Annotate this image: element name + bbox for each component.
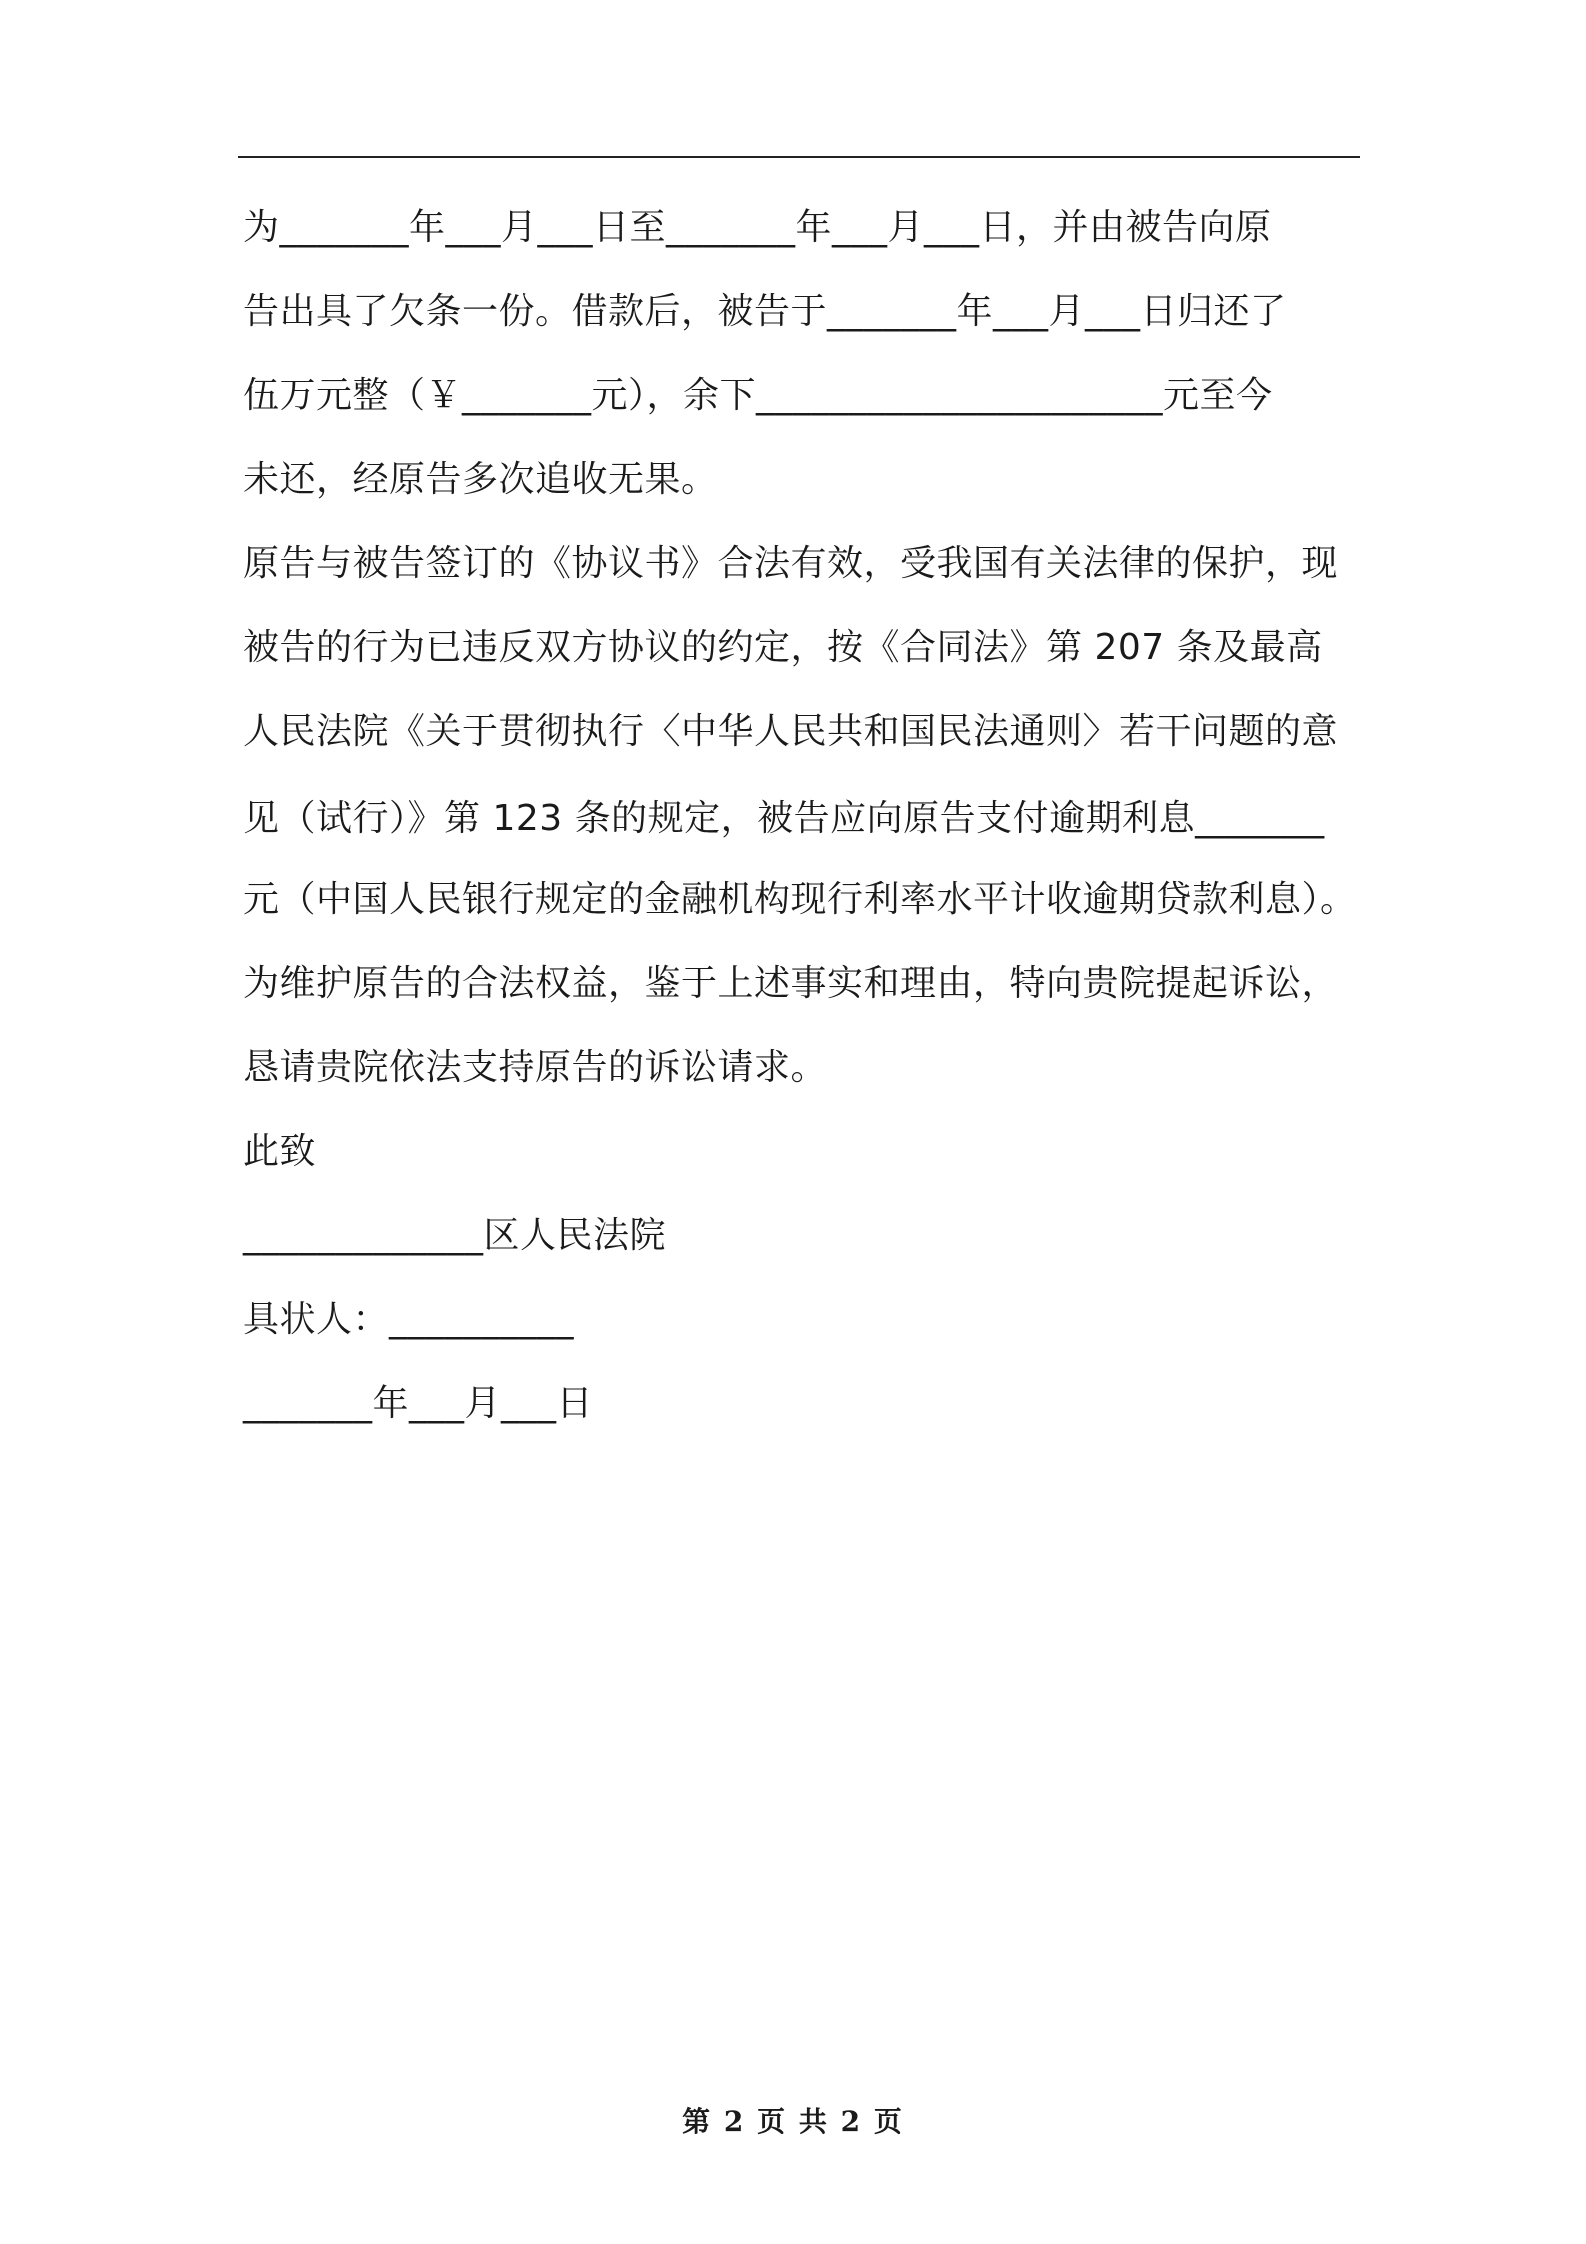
body-line-7: 人民法院《关于贯彻执行〈中华人民共和国民法通则〉若干问题的意 [243, 711, 1339, 752]
page-number: 第 2 页 共 2 页 [682, 2105, 904, 2138]
court-name: _____________区人民法院 [243, 1215, 667, 1256]
plaintiff-signature: 具状人：__________ [243, 1299, 575, 1340]
body-line-9: 元（中国人民银行规定的金融机构现行利率水平计收逾期贷款利息）。 [243, 879, 1357, 920]
body-line-6: 被告的行为已违反双方协议的约定，按《合同法》第 207 条及最高 [243, 627, 1323, 668]
body-line-11: 恳请贵院依法支持原告的诉讼请求。 [243, 1047, 828, 1088]
body-line-8: 见（试行）》第 123 条的规定，被告应向原告支付逾期利息_______ [243, 798, 1325, 839]
body-line-1: 为_______年___月___日至_______年___月___日，并由被告向原 [243, 207, 1272, 248]
body-line-4: 未还，经原告多次追收无果。 [243, 459, 718, 500]
body-line-10: 为维护原告的合法权益，鉴于上述事实和理由，特向贵院提起诉讼， [243, 963, 1339, 1004]
body-line-2: 告出具了欠条一份。借款后，被告于_______年___月___日归还了 [243, 291, 1287, 332]
body-line-3: 伍万元整（￥_______元），余下______________________元至今 [243, 375, 1273, 416]
salutation: 此致 [243, 1131, 317, 1172]
header-rule [238, 156, 1360, 158]
signature-date: _______年___月___日 [243, 1383, 594, 1424]
body-line-5: 原告与被告签订的《协议书》合法有效，受我国有关法律的保护，现 [243, 543, 1339, 584]
